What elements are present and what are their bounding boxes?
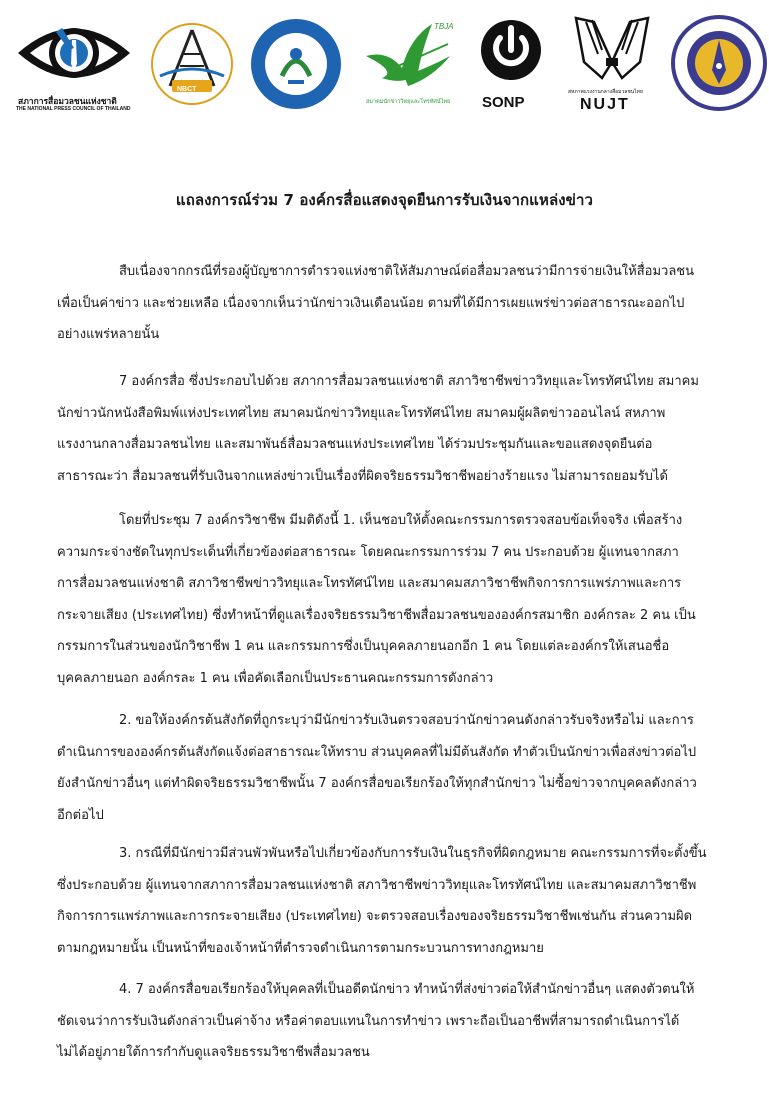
paragraph-line: ความกระจ่างชัดในทุกประเด็นที่เกี่ยวข้องต่อสาธารณะ โดยคณะกรรมการร่วม 7 คน ประกอบด้วย ผู้แทนจากสภา <box>57 544 679 560</box>
paragraph-resolution-1 <box>57 505 737 694</box>
paragraph-line: การสื่อมวลชนแห่งชาติ สภาวิชาชีพข่าววิทยุและโทรทัศน์ไทย และสมาคมสภาวิชาชีพกิจการการแพร่ภาพและการ <box>57 576 682 591</box>
sonp-logo <box>478 14 544 114</box>
npct-subtitle: THE NATIONAL PRESS COUNCIL OF THAILAND <box>16 106 131 112</box>
nujt-hands-icon <box>562 12 662 88</box>
tja-logo <box>248 16 344 112</box>
npct-name: สภาการสื่อมวลชนแห่งชาติ <box>18 96 117 106</box>
nujt-logo <box>562 12 662 116</box>
sonp-power-icon <box>478 14 544 86</box>
ctj-logo <box>670 14 768 112</box>
paragraph-line: อย่างแพร่หลายนั้น <box>57 327 160 342</box>
paragraph-resolution-3 <box>57 838 737 964</box>
tbja-logo <box>358 16 458 112</box>
paragraph-organizations <box>57 366 737 492</box>
paragraph-line: ซึ่งประกอบด้วย ผู้แทนจากสภาการสื่อมวลชนแห่งชาติ สภาวิชาชีพข่าววิทยุและโทรทัศน์ไทย และสมาคมสภาวิชาชีพ <box>57 877 697 893</box>
nujt-subtitle: สหภาพแรงงานกลางสื่อมวลชนไทย <box>568 89 643 95</box>
statement-title: แถลงการณ์ร่วม 7 องค์กรสื่อแสดงจุดยืนการรับเงินจากแหล่งข่าว <box>175 191 594 209</box>
tbja-mark: TBJA <box>434 22 454 31</box>
ctj-emblem-icon <box>670 14 768 112</box>
paragraph-line: ดำเนินการขององค์กรต้นสังกัดแจ้งต่อสาธารณะให้ทราบ ส่วนบุคคลที่ไม่มีต้นสังกัด ทำตัวเป็นนักข่าวเพื่อส่งข่าวต่อไป <box>57 744 697 760</box>
paragraph-line: กระจายเสียง (ประเทศไทย) ซึ่งทำหน้าที่ดูแลเรื่องจริยธรรมวิชาชีพสื่อมวลชนขององค์กรสมาชิก องค์กรละ 2 คน เป็น <box>57 607 696 623</box>
paragraph-line: ชัดเจนว่าการรับเงินดังกล่าวเป็นค่าจ้าง หรือค่าตอบแทนในการทำข่าว เพราะถือเป็นอาชีพที่สามารถดำเนินการได้ <box>57 1013 680 1029</box>
paragraph-line: สาธารณะว่า สื่อมวลชนที่รับเงินจากแหล่งข่าวเป็นเรื่องที่ผิดจริยธรรมวิชาชีพอย่างร้ายแรง ไม่สามารถยอมรับได้ <box>57 468 668 484</box>
paragraph-line: อีกต่อไป <box>57 807 104 823</box>
npct-eye-icon <box>14 12 134 94</box>
nbct-emblem-icon <box>148 14 236 110</box>
paragraph-line: ยังสำนักข่าวอื่นๆ แต่ทำผิดจริยธรรมวิชาชีพนั้น 7 องค์กรสื่อขอเรียกร้องให้ทุกสำนักข่าว ไม่ซื้อข่าวจากบุคคลดังกล่าว <box>57 776 697 791</box>
nbct-logo <box>148 14 236 110</box>
paragraph-line: กรรมการในส่วนของนักวิชาชีพ 1 คน และกรรมการซึ่งเป็นบุคคลภายนอกอีก 1 คน โดยแต่ละองค์กรให้เสนอชื่อ <box>57 639 670 654</box>
paragraph-line: 2. ขอให้องค์กรต้นสังกัดที่ถูกระบุว่ามีนักข่าวรับเงินตรวจสอบว่านักข่าวคนดังกล่าวรับจริงหรือไม่ และการ <box>119 713 694 728</box>
paragraph-line: ไม่ได้อยู่ภายใต้การกำกับดูแลจริยธรรมวิชาชีพสื่อมวลชน <box>57 1045 370 1060</box>
paragraph-line: กิจการการแพร่ภาพและการกระจายเสียง (ประเทศไทย) จะตรวจสอบเรื่องของจริยธรรมวิชาชีพเช่นกัน ส่วนความผิด <box>57 909 693 924</box>
nujt-mark: NUJT <box>580 96 630 113</box>
paragraph-line: 7 องค์กรสื่อ ซึ่งประกอบไปด้วย สภาการสื่อมวลชนแห่งชาติ สภาวิชาชีพข่าววิทยุและโทรทัศน์ไทย สมาคม <box>119 374 699 389</box>
logo-strip <box>0 8 769 118</box>
paragraph-line: สืบเนื่องจากกรณีที่รองผู้บัญชาการตำรวจแห่งชาติให้สัมภาษณ์ต่อสื่อมวลชนว่ามีการจ่ายเงินให้สื่อมวลชน <box>119 264 695 279</box>
paragraph-intro <box>57 256 737 351</box>
tbja-subtitle: สมาคมนักข่าววิทยุและโทรทัศน์ไทย <box>366 99 451 105</box>
paragraph-line: โดยที่ประชุม 7 องค์กรวิชาชีพ มีมติดังนี้ 1. เห็นชอบให้ตั้งคณะกรรมการตรวจสอบข้อเท็จจริง เพื่อสร้าง <box>119 513 683 528</box>
paragraph-line: แรงงานกลางสื่อมวลชนไทย และสมาพันธ์สื่อมวลชนแห่งประเทศไทย ได้ร่วมประชุมกันและขอแสดงจุดยืนต่อ <box>57 437 653 452</box>
paragraph-line: นักข่าวนักหนังสือพิมพ์แห่งประเทศไทย สมาคมนักข่าววิทยุและโทรทัศน์ไทย สมาคมผู้ผลิตข่าวออนไลน์ สหภาพ <box>57 405 666 421</box>
paragraph-line: 3. กรณีที่มีนักข่าวมีส่วนพัวพันหรือไปเกี่ยวข้องกับการรับเงินในธุรกิจที่ผิดกฎหมาย คณะกรรมการที่จะตั้งขึ้น <box>119 846 707 861</box>
paragraph-line: 4. 7 องค์กรสื่อขอเรียกร้องให้บุคคลที่เป็นอดีตนักข่าว ทำหน้าที่ส่งข่าวต่อให้สำนักข่าวอื่นๆ แสดงตัวตนให้ <box>119 982 695 997</box>
sonp-mark: SONP <box>482 94 525 111</box>
paragraph-resolution-2 <box>57 705 737 831</box>
tja-emblem-icon <box>248 16 344 112</box>
paragraph-line: ตามกฎหมายนั้น เป็นหน้าที่ของเจ้าหน้าที่ตำรวจดำเนินการตามกระบวนการทางกฎหมาย <box>57 940 544 956</box>
nbct-mark: NBCT <box>177 86 197 93</box>
npct-logo <box>14 12 134 114</box>
paragraph-line: บุคคลภายนอก องค์กรละ 1 คน เพื่อคัดเลือกเป็นประธานคณะกรรมการดังกล่าว <box>57 670 494 686</box>
paragraph-resolution-4 <box>57 974 737 1069</box>
paragraph-line: เพื่อเป็นค่าข่าว และช่วยเหลือ เนื่องจากเห็นว่านักข่าวเงินเดือนน้อย ตามที่ได้มีการเผยแพร่ข่าวต่อสาธารณะออกไป <box>57 295 685 311</box>
